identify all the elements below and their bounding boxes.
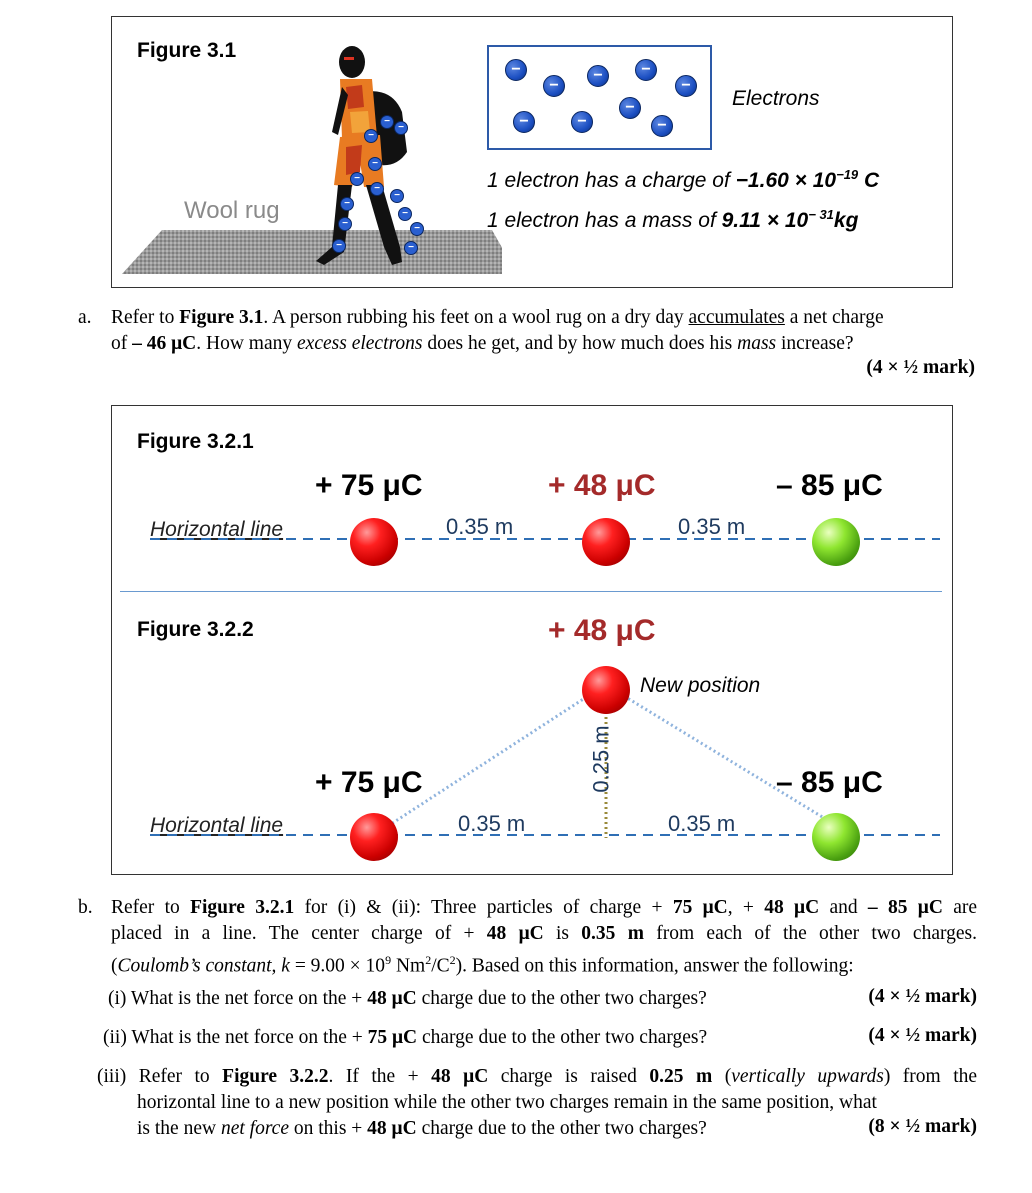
question-b-iii-line3: is the new net force on this + 48 μC charge due to the other two charges? — [137, 1118, 707, 1139]
electrons-label: Electrons — [732, 87, 820, 110]
triangle-lines — [112, 406, 952, 876]
electron-mass-text: 1 electron has a mass of $9.11 \times 10^{- 31}kg$ — [487, 207, 859, 232]
question-b-iii-marks: (8 × ½ mark) — [868, 1116, 977, 1137]
question-b-ii-marks: (4 × ½ mark) — [868, 1025, 977, 1046]
electrons-box — [487, 45, 712, 150]
charge-label-48: + 48 μC — [548, 469, 656, 502]
electron-on-person: − — [390, 189, 404, 203]
charge-label-minus-85: – 85 μC — [776, 469, 883, 502]
charge-particle-minus-85-fig2 — [812, 813, 860, 861]
charge-particle-75-fig2 — [350, 813, 398, 861]
rug-label: Wool rug — [184, 197, 280, 224]
electron-icon: − — [675, 75, 697, 97]
electron-on-person: − — [370, 182, 384, 196]
distance-label: 0.35 m — [458, 811, 526, 836]
figure-3-1-box — [111, 16, 953, 288]
distance-label: 0.35 m — [446, 514, 514, 539]
electron-icon: − — [635, 59, 657, 81]
question-b-iii-line1: (iii) Refer to Figure 3.2.2. If the + 48 μC charge is raised 0.25 m (vertically upwards) from the — [97, 1066, 978, 1087]
question-b-line1: Refer to Figure 3.2.1 for (i) & (ii): Three particles of charge + 75 μC, + 48 μC and – 85 μC are — [111, 897, 978, 918]
question-b-i-marks: (4 × ½ mark) — [868, 986, 977, 1007]
distance-label: 0.35 m — [668, 811, 736, 836]
electron-on-person: − — [340, 197, 354, 211]
height-label: 0.25 m — [588, 725, 614, 793]
figure-3-1-label: Figure 3.1 — [137, 39, 237, 62]
question-a-marks: (4 × ½ mark) — [866, 357, 975, 378]
electron-on-person: − — [394, 121, 408, 135]
question-a-line2: of – 46 μC. How many excess electrons does he get, and by how much does his mass increase? — [111, 333, 854, 354]
electron-on-person: − — [338, 217, 352, 231]
electron-on-person: − — [410, 222, 424, 236]
electron-icon: − — [651, 115, 673, 137]
question-b-number: b. — [78, 897, 93, 918]
charge-label-48-new: + 48 μC — [548, 614, 656, 647]
electron-icon: − — [619, 97, 641, 119]
electron-on-person: − — [350, 172, 364, 186]
question-b-i: (i) What is the net force on the + 48 μC charge due to the other two charges? — [108, 988, 707, 1009]
distance-label: 0.35 m — [678, 514, 746, 539]
electron-icon: − — [505, 59, 527, 81]
figure-3-2-1-label: Figure 3.2.1 — [137, 430, 254, 453]
electron-on-person: − — [368, 157, 382, 171]
electron-icon: − — [571, 111, 593, 133]
charge-label-75: + 75 μC — [315, 469, 423, 502]
electron-icon: − — [587, 65, 609, 87]
question-a-line1: Refer to Figure 3.1. A person rubbing his feet on a wool rug on a dry day accumulates a net charge — [111, 307, 884, 328]
question-b-ii: (ii) What is the net force on the + 75 μC charge due to the other two charges? — [103, 1027, 708, 1048]
electron-icon: − — [543, 75, 565, 97]
figure-3-2-box — [111, 405, 953, 875]
horizontal-line-label: Horizontal line — [150, 518, 284, 541]
charge-particle-48-new-position — [582, 666, 630, 714]
figure-3-2-2-label: Figure 3.2.2 — [137, 618, 254, 641]
electron-on-person: − — [398, 207, 412, 221]
electron-charge-text: 1 electron has a charge of $-1.60 \times 10^{-19}$ C — [487, 167, 880, 192]
question-a-number: a. — [78, 307, 92, 328]
question-b-iii-line2: horizontal line to a new position while the other two charges remain in the same position, what — [137, 1092, 877, 1113]
electron-icon: − — [513, 111, 535, 133]
question-b-line2: placed in a line. The center charge of + 48 μC is 0.35 m from each of the other two charges. — [111, 923, 977, 944]
question-b-line3: (Coulomb’s constant, $k = 9.00 \times 10^9$ $Nm^2/C^2$). Based on this information, answer the following: — [111, 953, 854, 977]
electron-on-person: − — [332, 239, 346, 253]
new-position-label: New position — [640, 674, 761, 697]
charge-label-75-fig2: + 75 μC — [315, 766, 423, 799]
electron-on-person: − — [364, 129, 378, 143]
electron-on-person: − — [380, 115, 394, 129]
electron-on-person: − — [404, 241, 418, 255]
horizontal-line-label: Horizontal line — [150, 814, 284, 837]
charge-label-minus-85-fig2: – 85 μC — [776, 766, 883, 799]
